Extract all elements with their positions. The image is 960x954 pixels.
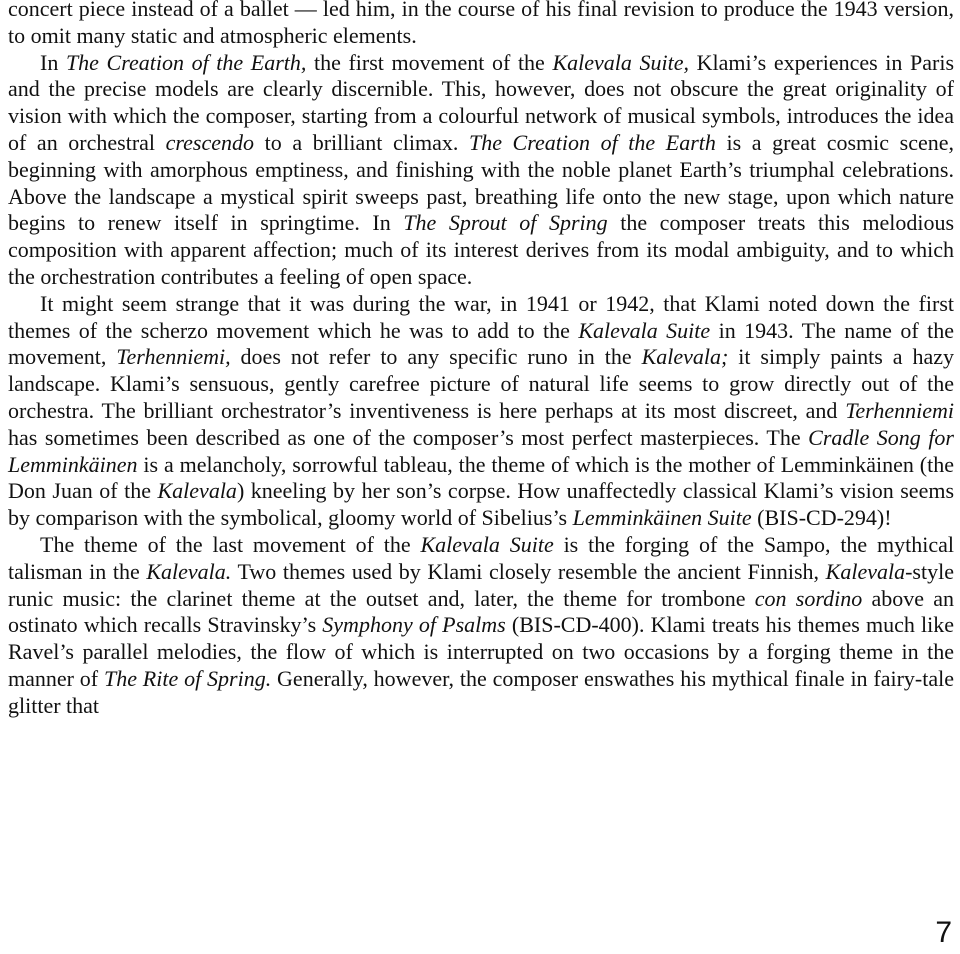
text-run: is a great cosmic scene, beginning with amorphous emptiness, and finishing with the noble planet Earth’s triumphal celebrations. Above the landscape a mystical spirit sweeps past, breathing life onto the new stage, upon which nature begins to renew itself in springtime. In — [8, 129, 954, 236]
text-run: is the forging of the Sampo, the mythical talisman in the — [8, 531, 955, 584]
body-text — [8, 0, 954, 720]
text-run: In — [40, 49, 66, 75]
paragraph-continuation — [8, 0, 954, 50]
text-run: it simply paints a hazy landscape. Klami’s sensuous, gently carefree picture of natural life seems to grow directly out of the orchestra. The brilliant orchestrator’s inventiveness is here perhaps at its most discreet, and — [8, 344, 954, 423]
italic-run: Terhenniemi, — [116, 344, 231, 370]
text-run: above an ostinato which recalls Stravinsky’s — [8, 585, 955, 638]
text-run: does not refer to any specific runo in the — [230, 344, 642, 370]
text-run: the composer treats this melodious composition with apparent affection; much of its interest derives from its modal ambiguity, and to which the orchestration contributes a feeling of open space. — [8, 210, 955, 289]
paragraph-terhenniemi — [8, 291, 954, 532]
text-run: in 1943. The name of the movement, — [8, 317, 955, 370]
italic-run: Kalevala. — [146, 558, 232, 584]
italic-run: con sordino — [754, 585, 863, 611]
italic-run: Symphony of Psalms — [322, 612, 506, 638]
text-run: Two themes used by Klami closely resemble the ancient Finnish, — [231, 558, 826, 584]
italic-run: The Creation of the Earth, — [65, 49, 307, 75]
text-run: It might seem strange that it was during the war, in 1941 or 1942, that Klami noted down the first themes of the scherzo movement which he was to add to the — [8, 290, 954, 343]
italic-run: crescendo — [165, 129, 255, 155]
text-run: (BIS-CD-400). Klami treats his themes much like Ravel’s parallel melodies, the flow of which is interrupted on two occasions by a forging theme in the manner of — [8, 612, 955, 691]
text-run: ) kneeling by her son’s corpse. How unaffectedly classical Klami’s vision seems by comparison with the symbolical, gloomy world of Sibelius’s — [8, 478, 955, 531]
italic-run: Terhenniemi — [845, 397, 954, 423]
text-run: is a melancholy, sorrowful tableau, the theme of which is the mother of Lemminkäinen (the Don Juan of the — [8, 451, 954, 504]
italic-run: Kalevala — [157, 478, 237, 504]
text-run: Klami’s experiences in Paris and the precise models are clearly discernible. This, however, does not obscure the great originality of vision with which the composer, starting from a colourful network of musical symbols, introduces the idea of an orchestral — [8, 49, 955, 155]
italic-run: Kalevala Suite, — [552, 49, 689, 75]
text-run: Generally, however, the composer enswathes his mythical finale in fairy-tale glitter that — [8, 665, 955, 718]
italic-run: The Creation of the Earth — [468, 129, 716, 155]
italic-run: Kalevala — [825, 558, 906, 584]
italic-run: The Rite of Spring. — [103, 665, 272, 691]
paragraph-creation-of-the-earth — [8, 50, 954, 291]
italic-run: The Sprout of Spring — [403, 210, 608, 236]
italic-run: Kalevala; — [641, 344, 729, 370]
text-run: -style runic music: the clarinet theme at the outset and, later, the theme for trombone — [8, 558, 954, 611]
page-number: 7 — [935, 916, 952, 949]
paragraph-forging-of-the-sampo — [8, 532, 954, 720]
text-run: has sometimes been described as one of the composer’s most perfect masterpieces. The — [8, 424, 809, 450]
italic-run: Kalevala Suite — [578, 317, 711, 343]
text-run: concert piece instead of a ballet — led him, in the course of his final revision to produce the 1943 version, to omit many static and atmospheric elements. — [8, 0, 954, 48]
text-run: the first movement of the — [306, 49, 553, 75]
text-run: (BIS-CD-294)! — [751, 505, 892, 531]
italic-run: Lemminkäinen Suite — [572, 505, 752, 531]
italic-run: Cradle Song for Lemminkäinen — [8, 424, 954, 477]
text-run: The theme of the last movement of the — [40, 531, 421, 557]
text-run: to a brilliant climax. — [254, 129, 469, 155]
italic-run: Kalevala Suite — [420, 531, 554, 557]
